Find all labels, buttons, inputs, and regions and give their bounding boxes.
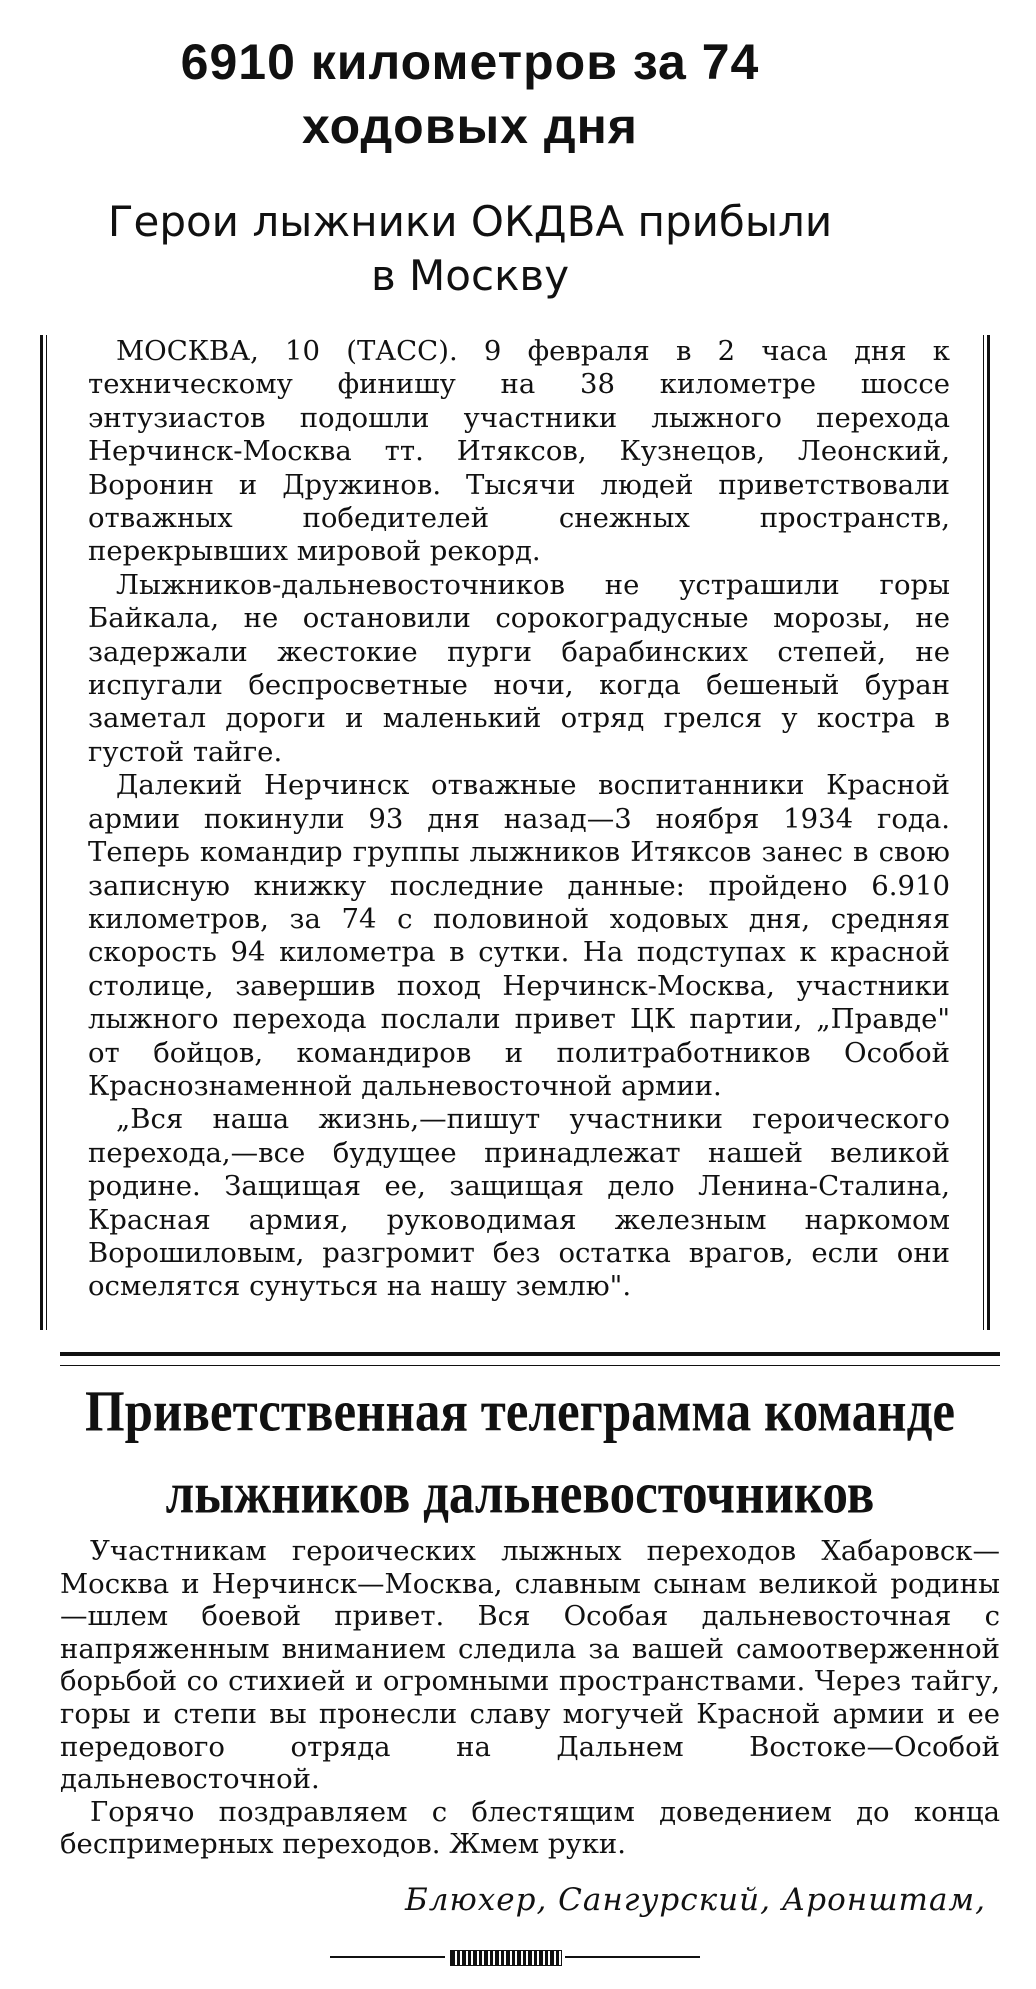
article-headline — [120, 30, 820, 158]
telegram-headline — [40, 1372, 1000, 1535]
ornament-line-left — [330, 1956, 445, 1958]
section-divider — [60, 1352, 1000, 1366]
telegram-headline-line1: Приветственная телеграмма команде — [84, 1380, 956, 1445]
article-subheadline-line1: Герои лыжники ОКДВА прибыли — [107, 197, 833, 246]
telegram-paragraph-1: Участникам героических лыжных переходов Хабаровск—Москва и Нерчинск—Москва, славным сынам великой родины—шлем боевой привет. Вся Особая дальневосточная с напряженным вниманием следила за вашей самоотверженной борьбой со стихией и огромными пространствами. Через тайгу, горы и степи вы пронесли славу могучей Красной армии и ее передового отряда на Дальнем Востоке—Особой дальневосточной. — [60, 1535, 1000, 1796]
article-paragraph-1: МОСКВА, 10 (ТАСС). 9 февраля в 2 часа дня к техническому финишу на 38 километре шоссе энтузиастов подошли участники лыжного перехода Нерчинск-Москва тт. Итяксов, Кузнецов, Леонский, Воронин и Дружинов. Тысячи людей приветствовали отважных победителей снежных пространств, перекрывших мировой рекорд. — [88, 335, 950, 568]
telegram-paragraph-2: Горячо поздравляем с блестящим доведением до конца беспримерных переходов. Жмем руки. — [60, 1795, 1000, 1861]
article-box — [40, 335, 990, 1325]
article-subheadline — [100, 195, 840, 303]
end-ornament — [330, 1950, 700, 1964]
ornament-mark — [450, 1950, 562, 1966]
telegram-body — [60, 1535, 1000, 1861]
telegram-headline-line2: лыжников дальневосточников — [165, 1461, 875, 1527]
ornament-line-right — [565, 1956, 700, 1958]
box-right-rule-thin — [983, 335, 984, 1330]
box-left-rule-thin — [46, 335, 47, 1330]
article-subheadline-line2: в Москву — [370, 251, 570, 300]
box-left-rule — [40, 335, 43, 1330]
article-paragraph-4: „Вся наша жизнь,—пишут участники героического перехода,—все будущее принадлежат нашей великой родине. Защищая ее, защищая дело Ленина-Сталина, Красная армия, руководимая железным наркомом Ворошиловым, разгромит без остатка врагов, если они осмелятся сунуться на нашу землю". — [88, 1103, 950, 1303]
article-paragraph-3: Далекий Нерчинск отважные воспитанники Красной армии покинули 93 дня назад—3 ноября 1934 года. Теперь командир группы лыжников Итяксов занес в свою записную книжку последние данные: пройдено 6.910 километров, за 74 с половиной ходовых дня, средняя скорость 94 километра в сутки. На подступах к красной столице, завершив поход Нерчинск-Москва, участники лыжного перехода послали привет ЦК партии, „Правде" от бойцов, командиров и политработников Особой Краснознаменной дальневосточной армии. — [88, 769, 950, 1102]
article-headline-line2: ходовых дня — [302, 98, 638, 154]
article-paragraph-2: Лыжников-дальневосточников не устрашили горы Байкала, не остановили сорокоградусные морозы, не задержали жестокие пурги барабинских степей, не испугали беспросветные ночи, когда бешеный буран заметал дороги и маленький отряд грелся у костра в густой тайге. — [88, 568, 950, 768]
article-headline-line1: 6910 километров за 74 — [180, 34, 760, 90]
box-right-rule — [987, 335, 990, 1330]
telegram-signature: Блюхер, Сангурский, Аронштам, — [404, 1882, 986, 1918]
article-body — [88, 335, 950, 1304]
